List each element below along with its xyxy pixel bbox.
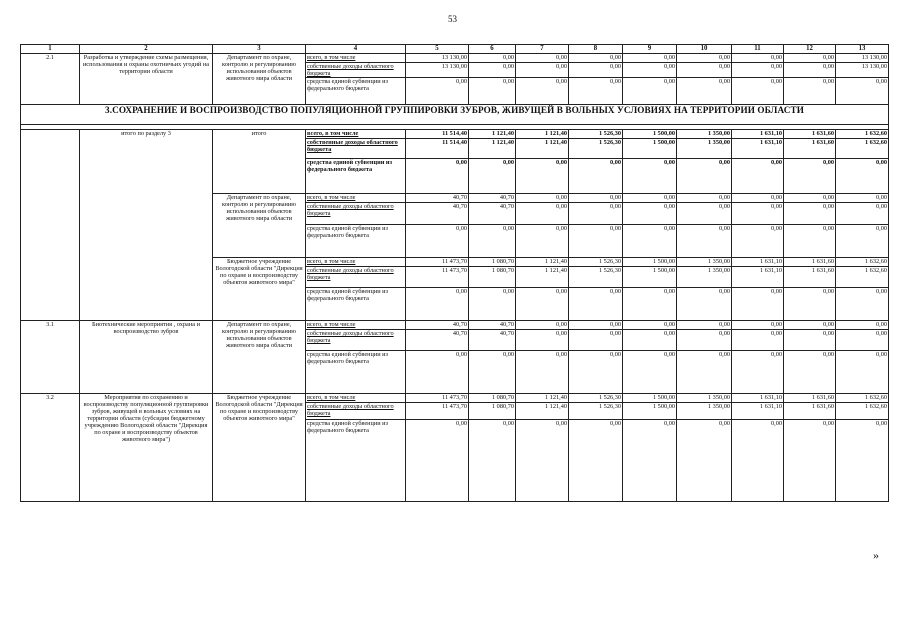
value-cell: 0,00 xyxy=(469,351,516,394)
col-header: 9 xyxy=(623,45,677,54)
value-cell: 1 350,00 xyxy=(677,394,732,403)
value-cell: 1 526,30 xyxy=(569,130,623,139)
executor-name: итого xyxy=(213,130,306,194)
value-cell: 13 130,00 xyxy=(406,54,469,63)
value-cell: 1 526,30 xyxy=(569,258,623,267)
value-cell: 0,00 xyxy=(784,288,836,321)
value-cell: 0,00 xyxy=(677,321,732,330)
col-header: 1 xyxy=(21,45,80,54)
value-cell: 0,00 xyxy=(516,63,569,78)
value-cell: 1 500,00 xyxy=(623,403,677,420)
value-cell: 1 350,00 xyxy=(677,267,732,288)
funding-label: собственные доходы областного бюджета xyxy=(306,203,406,225)
value-cell: 1 631,60 xyxy=(784,267,836,288)
value-cell: 40,70 xyxy=(469,321,516,330)
col-header: 11 xyxy=(732,45,784,54)
value-cell: 1 631,10 xyxy=(732,403,784,420)
value-cell: 0,00 xyxy=(677,54,732,63)
value-cell: 0,00 xyxy=(569,420,623,502)
continue-mark: » xyxy=(873,548,879,562)
measure-name: Биотехнические мероприятия , охрана и воспроизводство зубров xyxy=(80,321,213,394)
value-cell: 0,00 xyxy=(406,420,469,502)
value-cell: 11 514,40 xyxy=(406,130,469,139)
funding-label: средства единой субвенции из федерального бюджета xyxy=(306,288,406,321)
value-cell: 0,00 xyxy=(732,330,784,351)
value-cell: 0,00 xyxy=(516,330,569,351)
col-header: 7 xyxy=(516,45,569,54)
col-header: 10 xyxy=(677,45,732,54)
value-cell: 1 631,60 xyxy=(784,130,836,139)
value-cell: 13 130,00 xyxy=(406,63,469,78)
value-cell: 11 473,70 xyxy=(406,394,469,403)
value-cell: 0,00 xyxy=(569,351,623,394)
value-cell: 1 350,00 xyxy=(677,130,732,139)
value-cell: 1 631,10 xyxy=(732,267,784,288)
value-cell: 1 121,40 xyxy=(469,139,516,159)
funding-row-total xyxy=(21,130,889,139)
value-cell: 1 631,10 xyxy=(732,139,784,159)
value-cell: 1 632,60 xyxy=(836,403,889,420)
value-cell: 0,00 xyxy=(677,351,732,394)
col-header: 12 xyxy=(784,45,836,54)
funding-label: собственные доходы областного бюджета xyxy=(306,267,406,288)
value-cell: 0,00 xyxy=(677,330,732,351)
funding-label: собственные доходы областного бюджета xyxy=(306,63,406,78)
value-cell: 0,00 xyxy=(623,330,677,351)
value-cell: 1 121,40 xyxy=(469,130,516,139)
value-cell: 1 526,30 xyxy=(569,267,623,288)
value-cell: 1 632,60 xyxy=(836,394,889,403)
value-cell: 1 121,40 xyxy=(516,258,569,267)
value-cell: 40,70 xyxy=(406,330,469,351)
funding-row-total xyxy=(21,54,889,63)
executor-name: Департамент по охране, контролю и регулированию использования объектов животного мира области xyxy=(213,54,306,105)
funding-label: средства единой субвенции из федерального бюджета xyxy=(306,159,406,194)
value-cell: 0,00 xyxy=(569,321,623,330)
value-cell: 0,00 xyxy=(732,225,784,258)
funding-label: средства единой субвенции из федерального бюджета xyxy=(306,225,406,258)
value-cell: 0,00 xyxy=(732,78,784,105)
value-cell: 0,00 xyxy=(469,54,516,63)
value-cell: 0,00 xyxy=(623,194,677,203)
value-cell: 1 121,40 xyxy=(516,403,569,420)
value-cell: 0,00 xyxy=(516,203,569,225)
funding-label: всего, в том числе xyxy=(306,194,406,203)
value-cell: 1 631,60 xyxy=(784,403,836,420)
value-cell: 0,00 xyxy=(469,288,516,321)
value-cell: 0,00 xyxy=(623,351,677,394)
funding-label: собственные доходы областного бюджета xyxy=(306,139,406,159)
value-cell: 0,00 xyxy=(516,351,569,394)
value-cell: 0,00 xyxy=(569,63,623,78)
value-cell: 0,00 xyxy=(784,203,836,225)
value-cell: 1 080,70 xyxy=(469,258,516,267)
row-number: 2.1 xyxy=(21,54,80,105)
value-cell: 0,00 xyxy=(732,203,784,225)
value-cell: 0,00 xyxy=(569,288,623,321)
value-cell: 0,00 xyxy=(406,78,469,105)
value-cell: 0,00 xyxy=(836,78,889,105)
value-cell: 0,00 xyxy=(732,321,784,330)
col-header: 4 xyxy=(306,45,406,54)
value-cell: 0,00 xyxy=(677,78,732,105)
value-cell: 1 500,00 xyxy=(623,139,677,159)
measure-name: Разработка и утверждение схемы размещения, использования и охраны охотничьих угодий на территории области xyxy=(80,54,213,105)
value-cell: 40,70 xyxy=(406,194,469,203)
value-cell: 1 080,70 xyxy=(469,394,516,403)
value-cell: 40,70 xyxy=(469,203,516,225)
value-cell: 0,00 xyxy=(784,420,836,502)
value-cell: 0,00 xyxy=(516,225,569,258)
page-number: 53 xyxy=(448,14,457,24)
funding-row-total xyxy=(21,321,889,330)
value-cell: 0,00 xyxy=(677,203,732,225)
funding-label: средства единой субвенции из федерального бюджета xyxy=(306,78,406,105)
value-cell: 0,00 xyxy=(836,288,889,321)
col-header: 3 xyxy=(213,45,306,54)
value-cell: 0,00 xyxy=(836,159,889,194)
value-cell: 0,00 xyxy=(732,420,784,502)
funding-label: всего, в том числе xyxy=(306,394,406,403)
value-cell: 1 500,00 xyxy=(623,258,677,267)
value-cell: 0,00 xyxy=(784,54,836,63)
value-cell: 0,00 xyxy=(623,63,677,78)
value-cell: 0,00 xyxy=(516,78,569,105)
value-cell: 0,00 xyxy=(732,63,784,78)
value-cell: 1 632,60 xyxy=(836,258,889,267)
row-number: 3.2 xyxy=(21,394,80,502)
value-cell: 0,00 xyxy=(469,159,516,194)
value-cell: 0,00 xyxy=(732,54,784,63)
value-cell: 1 350,00 xyxy=(677,139,732,159)
value-cell: 0,00 xyxy=(516,54,569,63)
value-cell: 0,00 xyxy=(677,194,732,203)
value-cell: 0,00 xyxy=(732,159,784,194)
value-cell: 0,00 xyxy=(623,78,677,105)
col-header: 2 xyxy=(80,45,213,54)
value-cell: 1 121,40 xyxy=(516,139,569,159)
value-cell: 0,00 xyxy=(469,63,516,78)
value-cell: 0,00 xyxy=(516,194,569,203)
funding-label: собственные доходы областного бюджета xyxy=(306,330,406,351)
value-cell: 0,00 xyxy=(836,330,889,351)
value-cell: 0,00 xyxy=(836,420,889,502)
funding-label: средства единой субвенции из федерального бюджета xyxy=(306,351,406,394)
col-header: 5 xyxy=(406,45,469,54)
value-cell: 0,00 xyxy=(623,288,677,321)
executor-name: Бюджетное учреждение Вологодской области "Дирекция по охране и воспроизводству объектов животного мира" xyxy=(213,258,306,321)
section-title: 3.СОХРАНЕНИЕ И ВОСПРОИЗВОДСТВО ПОПУЛЯЦИОННОЙ ГРУППИРОВКИ ЗУБРОВ, ЖИВУЩЕЙ В ВОЛЬНЫХ УСЛОВИЯХ НА ТЕРРИТОРИИ ОБЛАСТИ xyxy=(21,105,889,125)
value-cell: 40,70 xyxy=(469,330,516,351)
value-cell: 0,00 xyxy=(623,203,677,225)
value-cell: 0,00 xyxy=(784,321,836,330)
value-cell: 0,00 xyxy=(784,63,836,78)
value-cell: 0,00 xyxy=(569,54,623,63)
value-cell: 11 473,70 xyxy=(406,403,469,420)
value-cell: 1 526,30 xyxy=(569,394,623,403)
value-cell: 1 500,00 xyxy=(623,267,677,288)
value-cell: 1 080,70 xyxy=(469,403,516,420)
funding-label: всего, в том числе xyxy=(306,54,406,63)
funding-row-total xyxy=(21,394,889,403)
budget-table xyxy=(20,44,889,502)
value-cell: 0,00 xyxy=(784,78,836,105)
value-cell: 0,00 xyxy=(677,288,732,321)
col-header: 8 xyxy=(569,45,623,54)
value-cell: 0,00 xyxy=(677,420,732,502)
row-number xyxy=(21,130,80,321)
value-cell: 1 526,30 xyxy=(569,139,623,159)
value-cell: 0,00 xyxy=(623,54,677,63)
value-cell: 0,00 xyxy=(406,159,469,194)
value-cell: 0,00 xyxy=(836,225,889,258)
value-cell: 13 130,00 xyxy=(836,54,889,63)
measure-name: Мероприятия по сохранению и воспроизводству популяционной группировки зубров, живущей в вольных условиях на территории области (субсидия бюджетному учреждению Вологодской области "Дирекция по охране и воспроизводству объектов животного мира") xyxy=(80,394,213,502)
column-header-row xyxy=(21,45,889,54)
value-cell: 0,00 xyxy=(784,351,836,394)
value-cell: 0,00 xyxy=(569,78,623,105)
funding-label: всего, в том числе xyxy=(306,258,406,267)
value-cell: 0,00 xyxy=(569,194,623,203)
funding-label: всего, в том числе xyxy=(306,130,406,139)
value-cell: 1 080,70 xyxy=(469,267,516,288)
value-cell: 0,00 xyxy=(732,288,784,321)
value-cell: 13 130,00 xyxy=(836,63,889,78)
value-cell: 0,00 xyxy=(836,203,889,225)
executor-name: Бюджетное учреждение Вологодской области "Дирекция по охране и воспроизводству объектов животного мира" xyxy=(213,394,306,502)
value-cell: 1 632,60 xyxy=(836,130,889,139)
value-cell: 0,00 xyxy=(406,288,469,321)
value-cell: 1 350,00 xyxy=(677,258,732,267)
value-cell: 1 632,60 xyxy=(836,267,889,288)
value-cell: 0,00 xyxy=(569,330,623,351)
value-cell: 40,70 xyxy=(469,194,516,203)
value-cell: 0,00 xyxy=(623,225,677,258)
col-header: 6 xyxy=(469,45,516,54)
value-cell: 0,00 xyxy=(516,321,569,330)
funding-label: собственные доходы областного бюджета xyxy=(306,403,406,420)
value-cell: 0,00 xyxy=(516,159,569,194)
value-cell: 1 500,00 xyxy=(623,394,677,403)
value-cell: 1 631,60 xyxy=(784,258,836,267)
value-cell: 1 121,40 xyxy=(516,130,569,139)
value-cell: 0,00 xyxy=(784,194,836,203)
value-cell: 0,00 xyxy=(516,288,569,321)
value-cell: 0,00 xyxy=(677,159,732,194)
value-cell: 1 631,10 xyxy=(732,258,784,267)
value-cell: 0,00 xyxy=(623,420,677,502)
value-cell: 1 500,00 xyxy=(623,130,677,139)
value-cell: 0,00 xyxy=(516,420,569,502)
value-cell: 0,00 xyxy=(406,351,469,394)
measure-name: итого по разделу 3 xyxy=(80,130,213,321)
value-cell: 0,00 xyxy=(836,321,889,330)
value-cell: 11 473,70 xyxy=(406,267,469,288)
value-cell: 0,00 xyxy=(569,159,623,194)
value-cell: 0,00 xyxy=(569,225,623,258)
value-cell: 0,00 xyxy=(623,159,677,194)
value-cell: 0,00 xyxy=(784,330,836,351)
executor-name: Департамент по охране, контролю и регулированию использования объектов животного мира области xyxy=(213,321,306,394)
value-cell: 1 121,40 xyxy=(516,394,569,403)
value-cell: 0,00 xyxy=(836,351,889,394)
value-cell: 0,00 xyxy=(677,225,732,258)
row-number: 3.1 xyxy=(21,321,80,394)
value-cell: 1 350,00 xyxy=(677,403,732,420)
value-cell: 1 631,10 xyxy=(732,394,784,403)
funding-label: всего, в том числе xyxy=(306,321,406,330)
value-cell: 40,70 xyxy=(406,321,469,330)
value-cell: 0,00 xyxy=(836,194,889,203)
col-header: 13 xyxy=(836,45,889,54)
value-cell: 11 514,40 xyxy=(406,139,469,159)
value-cell: 1 631,60 xyxy=(784,394,836,403)
value-cell: 1 632,60 xyxy=(836,139,889,159)
value-cell: 0,00 xyxy=(569,203,623,225)
value-cell: 0,00 xyxy=(469,78,516,105)
value-cell: 0,00 xyxy=(732,194,784,203)
value-cell: 1 526,30 xyxy=(569,403,623,420)
value-cell: 1 631,10 xyxy=(732,130,784,139)
value-cell: 1 631,60 xyxy=(784,139,836,159)
value-cell: 40,70 xyxy=(406,203,469,225)
value-cell: 0,00 xyxy=(469,420,516,502)
value-cell: 11 473,70 xyxy=(406,258,469,267)
executor-name: Департамент по охране, контролю и регулированию использования объектов животного мира области xyxy=(213,194,306,258)
value-cell: 1 121,40 xyxy=(516,267,569,288)
table-body xyxy=(21,45,889,502)
value-cell: 0,00 xyxy=(784,159,836,194)
value-cell: 0,00 xyxy=(623,321,677,330)
value-cell: 0,00 xyxy=(784,225,836,258)
section-title-row xyxy=(21,105,889,125)
funding-label: средства единой субвенции из федерального бюджета xyxy=(306,420,406,502)
value-cell: 0,00 xyxy=(732,351,784,394)
value-cell: 0,00 xyxy=(677,63,732,78)
value-cell: 0,00 xyxy=(469,225,516,258)
value-cell: 0,00 xyxy=(406,225,469,258)
